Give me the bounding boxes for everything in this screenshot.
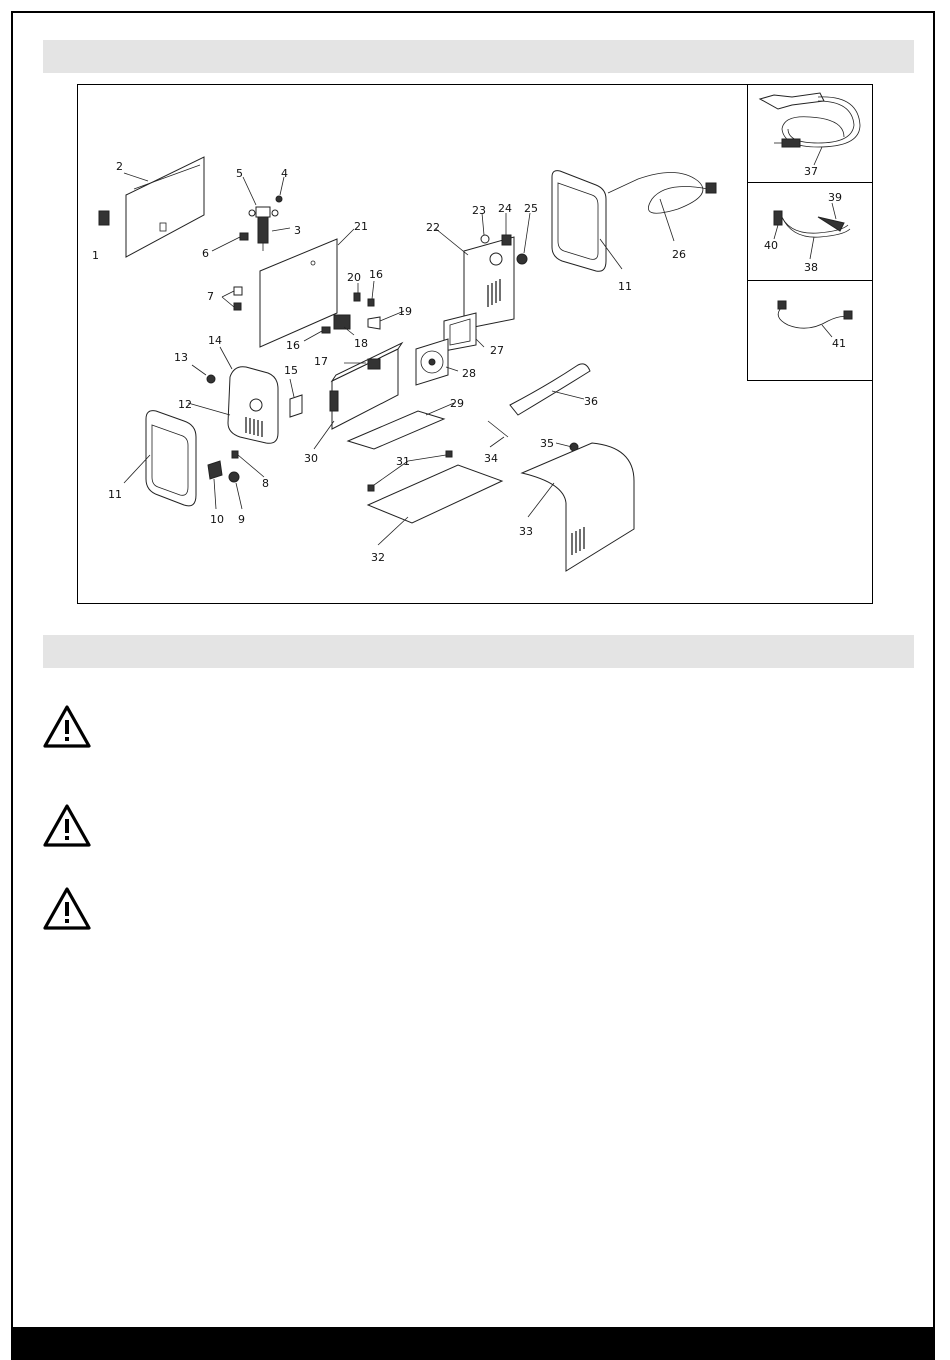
part-1 (99, 211, 109, 225)
part-7 (234, 287, 242, 310)
callout-25: 25 (524, 202, 538, 215)
callout-26: 26 (672, 248, 686, 261)
section-header-bar-safety (43, 635, 914, 668)
warning-triangle-icon (43, 803, 91, 847)
callout-22: 22 (426, 221, 440, 234)
callout-16b: 16 (286, 339, 300, 352)
callout-28: 28 (462, 367, 476, 380)
callout-17: 17 (314, 355, 328, 368)
part-4 (276, 196, 282, 202)
callout-24: 24 (498, 202, 512, 215)
callout-6: 6 (202, 247, 209, 260)
part-3-5-regulator (249, 207, 278, 251)
callout-34: 34 (484, 452, 498, 465)
ground-clamp-drawing (748, 183, 872, 283)
callout-11b: 11 (618, 280, 632, 293)
part-36 (510, 364, 590, 415)
callout-36: 36 (584, 395, 598, 408)
callout-20: 20 (347, 271, 361, 284)
part-31a (368, 485, 374, 491)
part-16-top (368, 299, 374, 306)
part-11-left-frame (146, 411, 196, 506)
callout-3: 3 (294, 224, 301, 237)
part-23 (481, 235, 489, 243)
part-29 (348, 411, 444, 449)
part-14-12-front-panel (228, 367, 278, 444)
part-2 (126, 157, 204, 257)
callout-5: 5 (236, 167, 243, 180)
warning-triangle-icon (43, 704, 91, 748)
callout-10: 10 (210, 513, 224, 526)
callout-30: 30 (304, 452, 318, 465)
part-25 (517, 254, 527, 264)
part-18 (334, 315, 350, 329)
part-8 (232, 451, 238, 458)
callout-31: 31 (396, 455, 410, 468)
part-32 (368, 465, 502, 523)
callout-16a: 16 (369, 268, 383, 281)
callout-1: 1 (92, 249, 99, 262)
callout-13: 13 (174, 351, 188, 364)
section-header-bar-parts (43, 40, 914, 73)
part-10 (208, 461, 222, 479)
callout-9: 9 (238, 513, 245, 526)
callout-4: 4 (281, 167, 288, 180)
callout-23: 23 (472, 204, 486, 217)
air-hose-drawing (748, 281, 872, 381)
part-9 (229, 472, 239, 482)
accessory-cell-ground-clamp (748, 183, 872, 281)
accessories-panel (747, 84, 873, 381)
callout-32: 32 (371, 551, 385, 564)
callout-29: 29 (450, 397, 464, 410)
part-15 (290, 395, 302, 417)
callout-41: 41 (832, 337, 846, 350)
torch-drawing (748, 85, 872, 183)
callout-37: 37 (804, 165, 818, 178)
part-28-fan (416, 339, 448, 385)
part-16-bottom (322, 327, 330, 333)
callout-21: 21 (354, 220, 368, 233)
callout-33: 33 (519, 525, 533, 538)
callout-38: 38 (804, 261, 818, 274)
callout-14: 14 (208, 334, 222, 347)
part-17-30-board (330, 343, 402, 429)
callout-8: 8 (262, 477, 269, 490)
callout-12: 12 (178, 398, 192, 411)
part-34 (488, 421, 508, 437)
accessory-cell-torch (748, 85, 872, 183)
callout-18: 18 (354, 337, 368, 350)
warning-triangle-icon (43, 886, 91, 930)
callout-35: 35 (540, 437, 554, 450)
part-26-cable (608, 172, 716, 213)
callout-27: 27 (490, 344, 504, 357)
part-19 (368, 317, 380, 329)
part-33-cover (522, 443, 634, 571)
callout-11a: 11 (108, 488, 122, 501)
callout-19: 19 (398, 305, 412, 318)
callout-40: 40 (764, 239, 778, 252)
part-11-right-frame (552, 171, 606, 272)
callout-2: 2 (116, 160, 123, 173)
part-31b (446, 451, 452, 457)
part-20 (354, 293, 360, 301)
callout-15: 15 (284, 364, 298, 377)
part-13 (207, 375, 215, 383)
accessory-cell-air-hose (748, 281, 872, 379)
part-27 (444, 313, 476, 351)
part-6 (240, 233, 248, 240)
callout-7: 7 (207, 290, 214, 303)
page-footer-band (11, 1327, 935, 1360)
callout-39: 39 (828, 191, 842, 204)
part-24 (502, 235, 511, 245)
